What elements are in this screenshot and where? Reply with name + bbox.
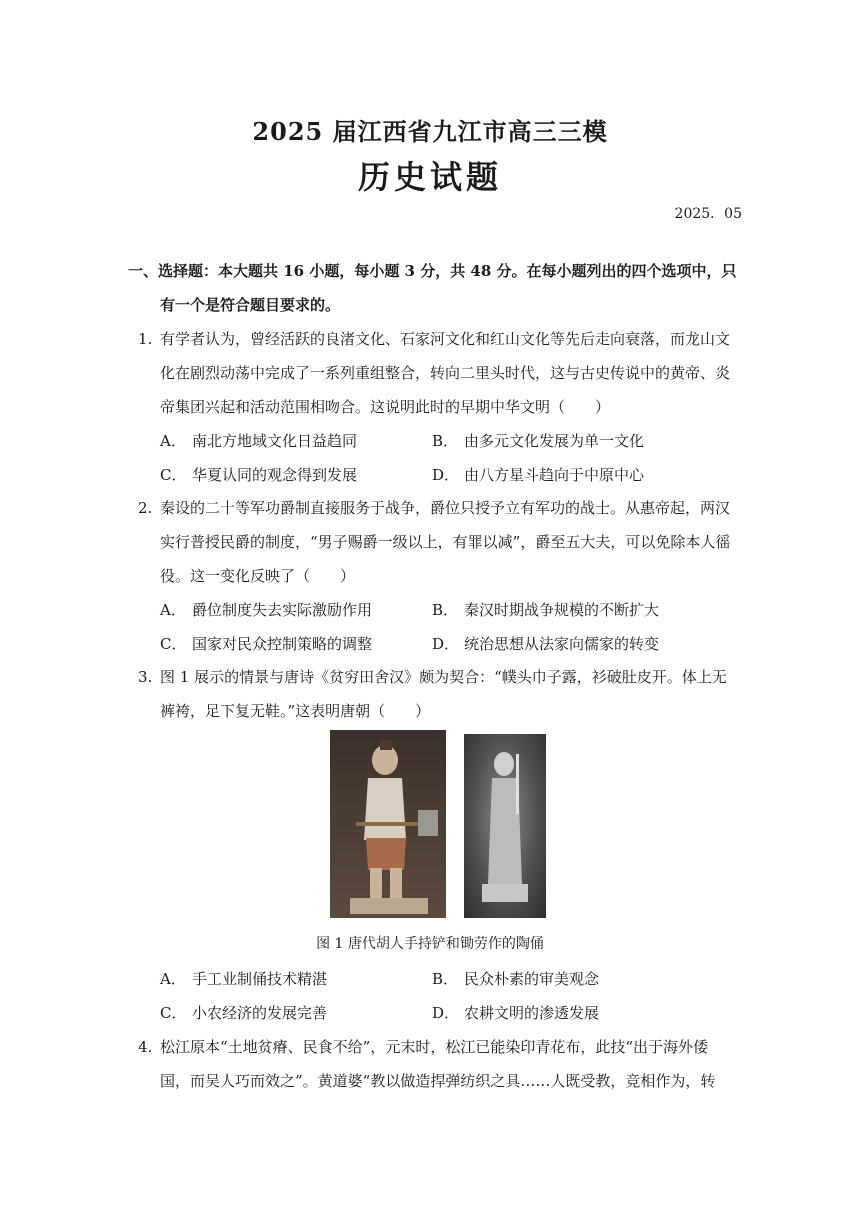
option-a[interactable]: A． 南北方地域文化日益趋同 [160,432,358,450]
option-d[interactable]: D． 由八方星斗趋向于中原中心 [432,466,645,484]
question-text-line: 图 1 展示的情景与唐诗《贫穷田舍汉》颇为契合：“幞头巾子露，衫破肚皮开。体上无 [160,668,727,686]
figurine-photo-bw [464,734,546,918]
exam-title: 2025 届江西省九江市高三三模 [252,117,608,146]
figurine-photo-color [330,730,446,918]
figure-1 [0,730,860,920]
option-c[interactable]: C． 华夏认同的观念得到发展 [160,466,358,484]
option-a[interactable]: A． 手工业制俑技术精湛 [160,970,328,988]
question-text-line: 帝集团兴起和活动范围相吻合。这说明此时的早期中华文明（ ） [160,398,611,416]
option-d[interactable]: D． 农耕文明的渗透发展 [432,1004,600,1022]
question-text-line: 实行普授民爵的制度，“男子赐爵一级以上，有罪以减”，爵至五大夫，可以免除本人徭 [160,533,731,551]
question-1 [138,322,738,424]
question-4 [138,1030,738,1098]
section-heading [128,254,738,322]
question-number: 1. [138,330,153,348]
exam-subject-title: 历史试题 [357,158,502,196]
question-2 [138,491,738,593]
section-heading-line2: 有一个是符合题目要求的。 [160,296,341,314]
question-number: 2. [138,499,153,517]
question-text-line: 国，而吴人巧而效之”。黄道婆“教以做造捍弹纺织之具……人既受教，竞相作为，转 [160,1072,716,1090]
question-text-line: 役。这一变化反映了（ ） [160,567,356,585]
question-number: 3. [138,668,153,686]
question-text-line: 秦设的二十等军功爵制直接服务于战争，爵位只授予立有军功的战士。从惠帝起，两汉 [160,499,731,517]
option-b[interactable]: B． 秦汉时期战争规模的不断扩大 [432,601,660,619]
question-text-line: 化在剧烈动荡中完成了一系列重组整合，转向二里头时代，这与古史传说中的黄帝、炎 [160,364,731,382]
figure-caption: 图 1 唐代胡人手持铲和锄劳作的陶俑 [316,936,544,952]
question-3 [138,660,738,728]
option-b[interactable]: B． 由多元文化发展为单一文化 [432,432,645,450]
option-c[interactable]: C． 小农经济的发展完善 [160,1004,328,1022]
question-text-line: 有学者认为，曾经活跃的良渚文化、石家河文化和红山文化等先后走向衰落，而龙山文 [160,330,731,348]
section-heading-line1: 一、选择题：本大题共 16 小题，每小题 3 分，共 48 分。在每小题列出的四个选项中，只 [128,262,737,280]
option-c[interactable]: C． 国家对民众控制策略的调整 [160,635,373,653]
question-number: 4. [138,1038,153,1056]
question-text-line: 裤袴，足下复无鞋。”这表明唐朝（ ） [160,702,431,720]
option-a[interactable]: A． 爵位制度失去实际激励作用 [160,601,373,619]
option-b[interactable]: B． 民众朴素的审美观念 [432,970,600,988]
question-text-line: 松江原本“土地贫瘠、民食不给”，元末时，松江已能染印青花布，此技“出于海外倭 [160,1038,709,1056]
option-d[interactable]: D． 统治思想从法家向儒家的转变 [432,635,660,653]
exam-date: 2025．05 [674,206,742,222]
